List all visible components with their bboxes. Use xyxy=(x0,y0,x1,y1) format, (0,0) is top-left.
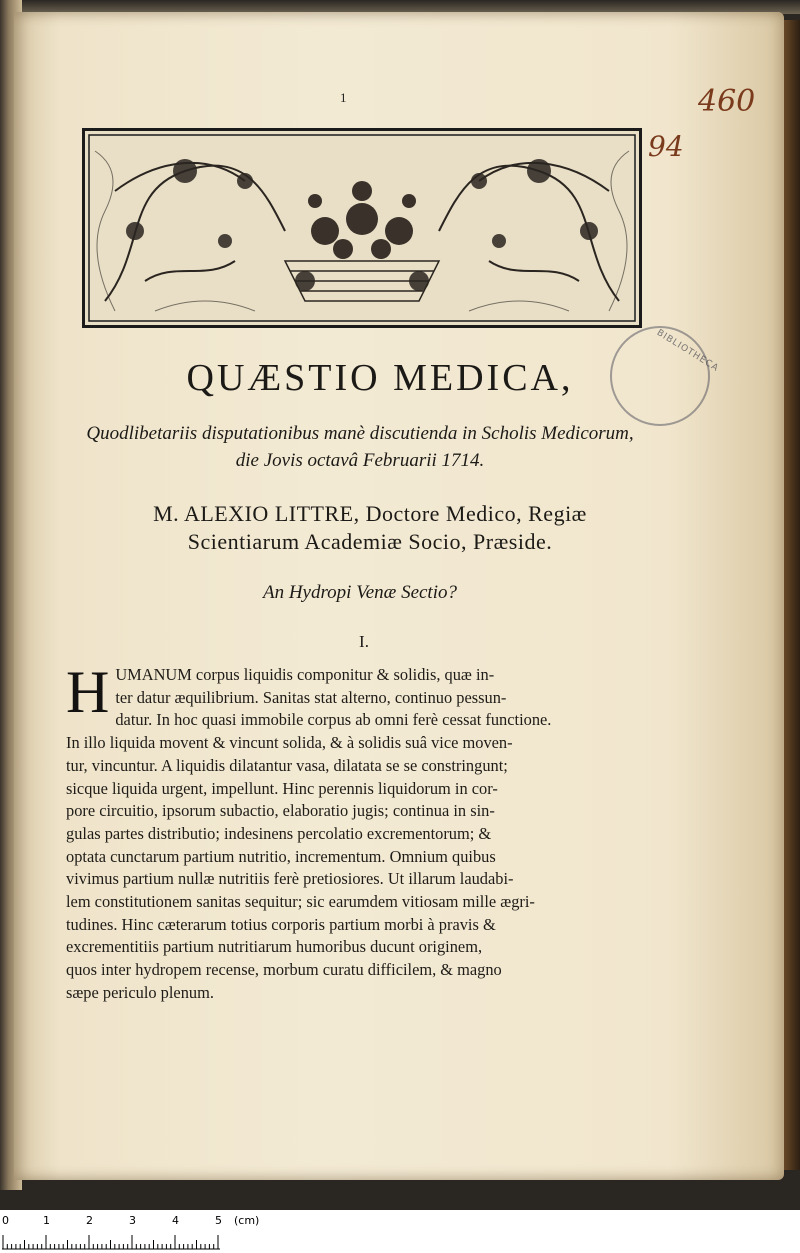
author-line-2: Scientiarum Academiæ Socio, Præside. xyxy=(187,529,553,554)
scale-ruler xyxy=(0,1210,800,1253)
body-line: lem constitutionem sanitas sequitur; sic earumdem vitiosam mille ægri- xyxy=(66,892,535,912)
body-line: pore circuitio, ipsorum subactio, elaboratio jugis; continua in sin- xyxy=(66,801,495,821)
ruler-label: 1 xyxy=(43,1214,50,1227)
body-line: quos inter hydropem recense, morbum curatu difficilem, & magno xyxy=(66,960,502,980)
subtitle-line-2: die Jovis octavâ Februarii 1714. xyxy=(235,450,485,471)
body-line: sæpe periculo plenum. xyxy=(66,982,214,1002)
body-line: In illo liquida movent & vincunt solida, & à solidis suâ vice moven- xyxy=(66,733,513,753)
body-line: tudines. Hinc cæterarum totius corporis partium morbi à pravis & xyxy=(66,914,496,934)
ruler-ticks xyxy=(2,1232,232,1250)
section-number: I. xyxy=(359,632,369,651)
body-line: UMANUM corpus liquidis componitur & solidis, quæ in- xyxy=(115,665,495,684)
subtitle-line-1: Quodlibetariis disputationibus manè discutienda in Scholis Medicorum, xyxy=(86,423,634,444)
manuscript-number-top: 460 xyxy=(698,84,756,119)
subtitle xyxy=(60,420,660,474)
body-line: sicque liquida urgent, impellunt. Hinc perennis liquidorum in cor- xyxy=(66,778,498,798)
ruler-label: 3 xyxy=(129,1214,136,1227)
author-block xyxy=(60,500,680,556)
author-line-1: M. ALEXIO LITTRE, Doctore Medico, Regiæ xyxy=(153,501,587,526)
manuscript-number-side: 94 xyxy=(648,130,684,163)
body-line: vivimus partium nullæ nutritiis ferè pretiosiores. Ut illarum laudabi- xyxy=(66,869,514,889)
decorative-headpiece xyxy=(82,128,642,328)
body-text xyxy=(66,659,666,1005)
ruler-unit-label: (cm) xyxy=(234,1214,260,1227)
body-line: ter datur æquilibrium. Sanitas stat alterno, continuo pessun- xyxy=(115,687,507,707)
ruler-label: 2 xyxy=(86,1214,93,1227)
ruler-label: 4 xyxy=(172,1214,179,1227)
body-line: optata cunctarum partium nutritio, incrementum. Omnium quibus xyxy=(66,846,496,866)
question-heading: An Hydropi Venæ Sectio? xyxy=(262,582,457,603)
drop-cap: H xyxy=(66,659,110,725)
body-line: excrementitiis partium nutritiarum humoribus ducunt originem, xyxy=(66,937,483,957)
page-title: QUÆSTIO MEDICA, xyxy=(186,357,574,399)
body-line: datur. In hoc quasi immobile corpus ab omni ferè cessat functione. xyxy=(115,710,552,730)
floral-ornament-icon xyxy=(85,131,639,325)
ruler-label: 0 xyxy=(2,1214,9,1227)
page-number: 1 xyxy=(340,90,347,105)
stamp-text: BIBLIOTHECA xyxy=(654,327,721,375)
ruler-label: 5 xyxy=(215,1214,222,1227)
body-line: tur, vincuntur. A liquidis dilatantur vasa, dilatata se se constringunt; xyxy=(66,755,508,775)
body-line: gulas partes distributio; indesinens percolatio excrementorum; & xyxy=(66,823,492,843)
